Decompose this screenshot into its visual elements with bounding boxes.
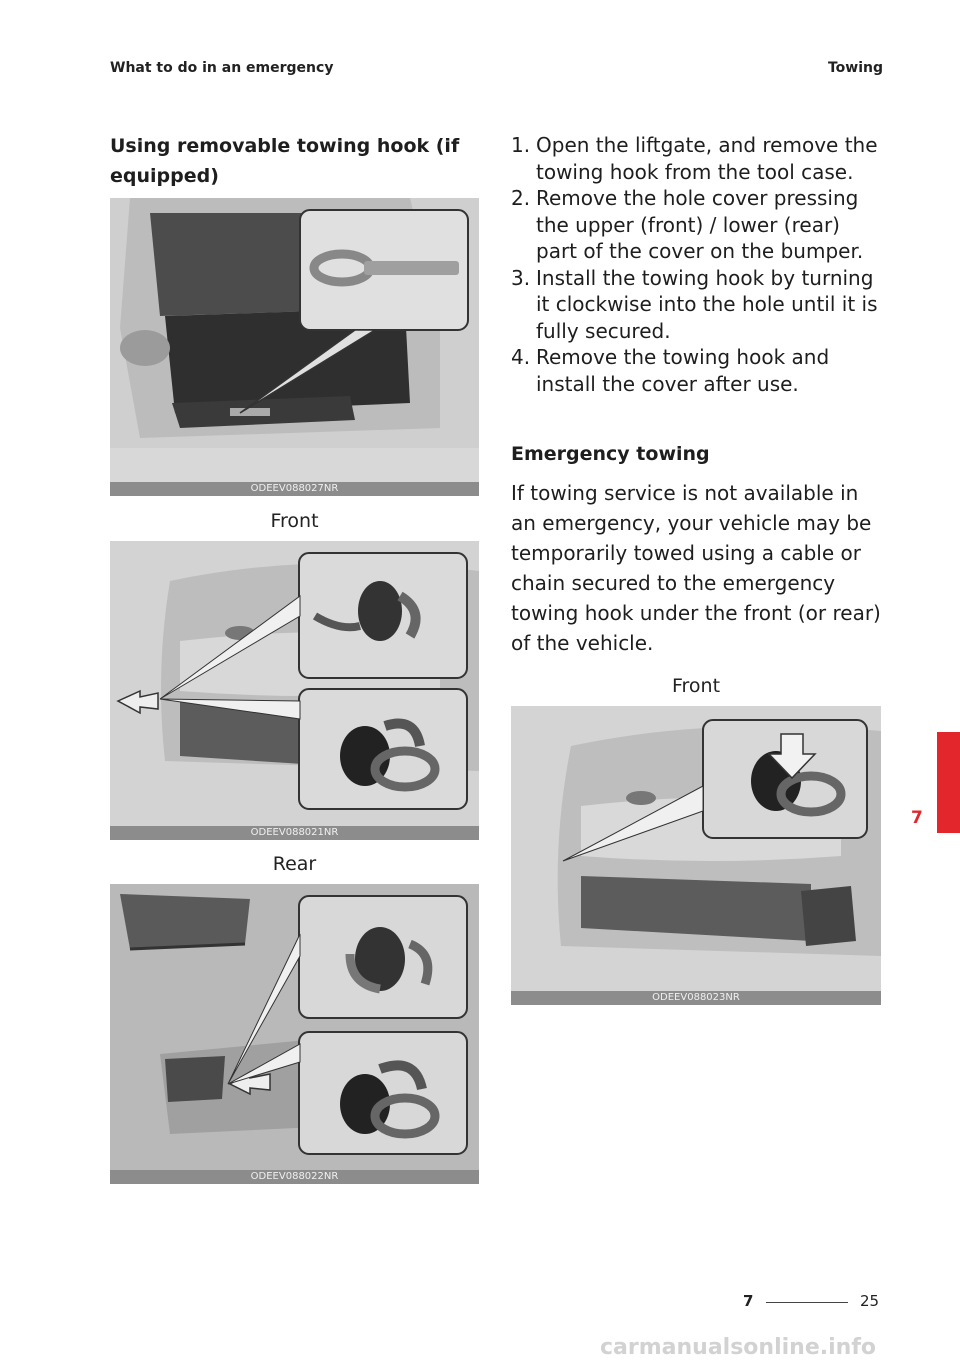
figure-rear-bumper (110, 884, 479, 1184)
figure-front-bumper (110, 541, 479, 840)
emergency-hook-illustration (511, 706, 881, 991)
list-item (511, 185, 886, 265)
list-item (511, 132, 886, 185)
footer-chapter-number: 7 (743, 1292, 754, 1310)
caption-rear: Rear (272, 853, 317, 875)
step-number: 4. (511, 345, 531, 369)
section-heading-towing-hook: Using removable towing hook (if equipped) (110, 135, 460, 187)
step-text: Install the towing hook by turning it clockwise into the hole until it is fully secured. (536, 265, 878, 343)
footer-divider (766, 1302, 848, 1303)
figure-code: ODEEV088023NR (511, 991, 881, 1005)
figure-code: ODEEV088027NR (110, 482, 479, 496)
step-number: 3. (511, 265, 531, 290)
step-text: Open the liftgate, and remove the towing hook from the tool case. (536, 133, 878, 184)
front-bumper-illustration (110, 541, 479, 826)
step-number: 1. (511, 133, 531, 157)
footer-page-number: 25 (860, 1292, 880, 1310)
figure-emergency-towing-hook (511, 706, 881, 1005)
step-text: Remove the hole cover pressing the upper (front) / lower (rear) part of the cover on the bumper. (536, 186, 864, 263)
list-item (511, 344, 886, 397)
step-number: 2. (511, 186, 531, 210)
running-header-chapter: Towing (827, 60, 883, 76)
liftgate-illustration (110, 198, 479, 482)
figure-code: ODEEV088022NR (110, 1170, 479, 1184)
caption-front: Front (671, 675, 721, 697)
figure-liftgate-tool-case (110, 198, 479, 496)
chapter-tab-number: 7 (911, 808, 923, 828)
step-text: Remove the towing hook and install the cover after use. (536, 345, 830, 396)
chapter-side-tab (937, 732, 960, 833)
towing-hook-steps (511, 132, 886, 397)
figure-code: ODEEV088021NR (110, 826, 479, 840)
caption-front: Front (270, 510, 319, 532)
running-header-section: What to do in an emergency (110, 60, 334, 76)
section-heading-emergency-towing: Emergency towing (511, 443, 710, 465)
rear-bumper-illustration (110, 884, 479, 1170)
list-item (511, 265, 886, 345)
watermark: carmanualsonline.info (600, 1335, 876, 1360)
emergency-towing-paragraph: If towing service is not available in an emergency, your vehicle may be temporarily towed using a cable or chain secured to the emergency towing hook under the front (or rear) of the vehicle. (511, 481, 881, 655)
